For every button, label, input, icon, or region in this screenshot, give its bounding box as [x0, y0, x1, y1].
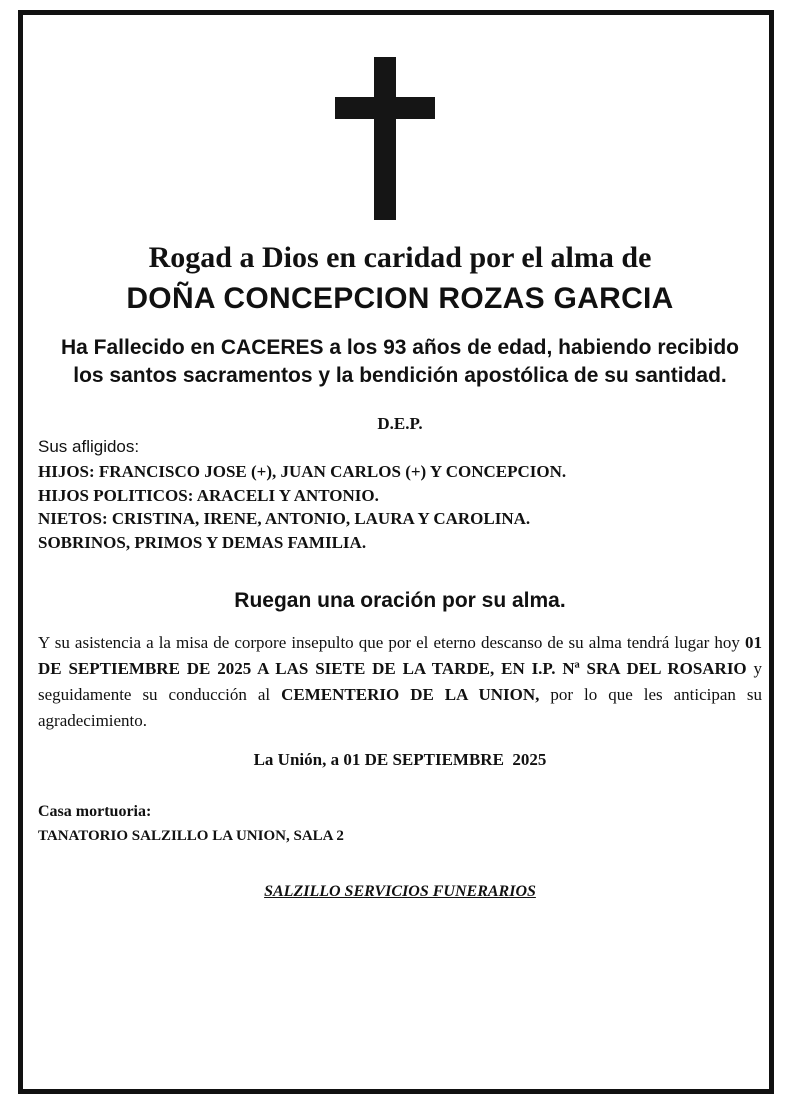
- family-line-in-laws: HIJOS POLITICOS: ARACELI Y ANTONIO.: [38, 485, 379, 505]
- family-list: [38, 460, 762, 554]
- prayer-heading: Rogad a Dios en caridad por el alma de: [148, 241, 652, 274]
- date-line: La Unión, a 01 DE SEPTIEMBRE 2025: [253, 750, 547, 769]
- death-notice-line-2: los santos sacramentos y la bendición apostólica de su santidad.: [73, 364, 727, 387]
- dep-label: D.E.P.: [377, 414, 423, 433]
- mass-date-place: 01 DE SEPTIEMBRE DE 2025 A LAS SIETE DE LA TARDE, EN I.P. Nª SRA DEL ROSARIO: [38, 633, 762, 678]
- funeral-home: [38, 800, 762, 848]
- mass-text-2: y seguidamente su conducción al: [38, 659, 763, 704]
- family-line-relatives: SOBRINOS, PRIMOS Y DEMAS FAMILIA.: [38, 532, 367, 552]
- mass-text-1: Y su asistencia a la misa de corpore insepulto que por el eterno descanso de su alma tendrá lugar hoy: [38, 633, 745, 652]
- company-name: SALZILLO SERVICIOS FUNERARIOS: [264, 883, 536, 900]
- mass-paragraph: [38, 630, 762, 734]
- family-intro: Sus afligidos:: [38, 437, 140, 456]
- family-line-children: HIJOS: FRANCISCO JOSE (+), JUAN CARLOS (+) Y CONCEPCION.: [38, 462, 567, 481]
- mass-text-3: por lo que les anticipan su agradecimiento.: [38, 685, 762, 730]
- mass-cemetery: CEMENTERIO DE LA UNION,: [281, 685, 540, 704]
- funeral-home-value: TANATORIO SALZILLO LA UNION, SALA 2: [38, 828, 344, 844]
- prayer-request: Ruegan una oración por su alma.: [234, 589, 566, 612]
- deceased-name: DOÑA CONCEPCION ROZAS GARCIA: [126, 282, 674, 315]
- death-notice: [40, 334, 760, 390]
- death-notice-line-1: Ha Fallecido en CACERES a los 93 años de edad, habiendo recibido: [61, 336, 739, 359]
- family-line-grandchildren: NIETOS: CRISTINA, IRENE, ANTONIO, LAURA Y CAROLINA.: [38, 509, 531, 528]
- funeral-home-label: Casa mortuoria:: [38, 803, 152, 820]
